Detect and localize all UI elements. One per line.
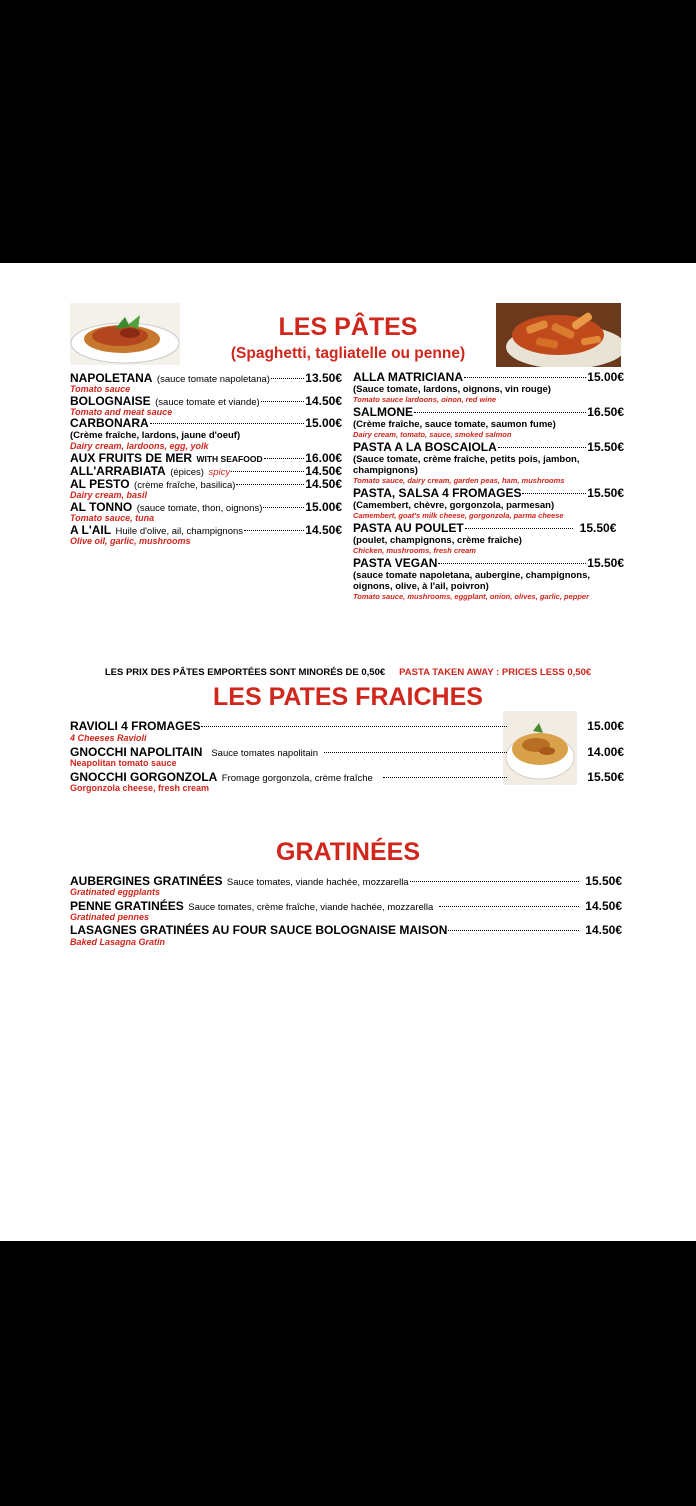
menu-item [70, 770, 624, 793]
item-name: GNOCCHI GORGONZOLA [70, 770, 218, 784]
menu-item [70, 720, 624, 743]
item-name: BOLOGNAISE [70, 394, 151, 408]
item-desc: (crème fraîche, basilica) [134, 480, 236, 491]
item-extra: (Sauce tomate, crème fraîche, petits pois, jambon, champignons) [353, 454, 580, 476]
item-spicy: spicy [208, 467, 231, 478]
item-price: 14.00€ [587, 745, 624, 759]
item-english: Gratinated eggplants [70, 887, 161, 897]
item-price: 14.50€ [305, 394, 342, 408]
item-price: 14.50€ [305, 464, 342, 478]
item-name: AUBERGINES GRATINÉES [70, 874, 223, 888]
menu-item [353, 487, 624, 520]
item-desc: (sauce tomate napoletana) [156, 374, 270, 385]
takeaway-note-en: PASTA TAKEN AWAY : PRICES LESS 0,50€ [399, 667, 592, 678]
item-price: 15.50€ [587, 486, 624, 500]
item-extra: (Camembert, chèvre, gorgonzola, parmesan) [353, 500, 555, 511]
item-price: 13.50€ [305, 371, 342, 385]
item-desc: (épices) [170, 467, 204, 478]
item-name: PASTA VEGAN [353, 556, 438, 570]
item-desc: Fromage gorgonzola, crème fraîche [221, 773, 373, 784]
menu-item [70, 500, 342, 523]
pates-left-column [70, 371, 342, 546]
item-extra: (Sauce tomate, lardons, oignons, vin rouge) [353, 384, 551, 395]
item-name: SALMONE [353, 405, 413, 419]
item-price: 15.50€ [587, 440, 624, 454]
item-english: Baked Lasagna Gratin [70, 937, 166, 947]
item-english: Tomato sauce lardoons, oinon, red wine [353, 395, 497, 404]
item-price: 15.50€ [587, 556, 624, 570]
menu-item [70, 745, 624, 768]
item-price: 15.00€ [587, 370, 624, 384]
takeaway-note [0, 667, 696, 678]
menu-item [70, 477, 342, 500]
item-name: CARBONARA [70, 416, 149, 430]
item-desc: (sauce tomate et viande) [155, 397, 260, 408]
item-price: 15.00€ [305, 500, 342, 514]
item-extra: (Crème fraîche, sauce tomate, saumon fume) [353, 419, 556, 430]
item-extra: (Crème fraîche, lardons, jaune d'oeuf) [70, 430, 241, 441]
item-price: 15.50€ [585, 874, 622, 888]
menu-item [70, 874, 622, 897]
gratinees-list [70, 874, 622, 947]
item-desc: Huile d'olive, ail, champignons [115, 526, 244, 537]
menu-item [70, 417, 342, 451]
item-english: Dairy cream, lardoons, egg, yolk [70, 441, 209, 451]
menu-item [353, 441, 624, 485]
item-english: Chicken, mushrooms, fresh cream [353, 546, 476, 555]
menu-item [353, 557, 624, 601]
item-price: 14.50€ [585, 923, 622, 937]
item-english: Tomato sauce, mushrooms, eggplant, onion, olives, garlic, pepper [353, 592, 590, 601]
takeaway-note-fr: LES PRIX DES PÂTES EMPORTÉES SONT MINORÉS DE 0,50€ [104, 667, 386, 678]
item-desc: (sauce tomate, thon, oignons) [136, 503, 263, 514]
item-name: PASTA A LA BOSCAIOLA [353, 440, 497, 454]
menu-page [0, 263, 696, 1241]
item-english: Gratinated pennes [70, 912, 150, 922]
item-name: A L'AIL [70, 523, 112, 537]
section-title-fraiches: LES PATES FRAICHES [213, 683, 483, 711]
item-price: 16.00€ [305, 451, 342, 465]
item-english: Tomato and meat sauce [70, 407, 173, 417]
item-desc: Sauce tomates, crème fraîche, viande hachée, mozzarella [188, 902, 434, 913]
item-price: 15.50€ [587, 770, 624, 784]
item-name: AL PESTO [70, 477, 130, 491]
item-english: Dairy cream, tomato, sauce, smoked salmon [353, 430, 512, 439]
item-name: AL TONNO [70, 500, 133, 514]
item-name: AUX FRUITS DE MER [70, 451, 193, 465]
item-name: LASAGNES GRATINÉES AU FOUR SAUCE BOLOGNAISE MAISON [70, 923, 448, 937]
item-desc: Sauce tomates, viande hachée, mozzarella [226, 877, 409, 888]
section-title-pates: LES PÂTES [278, 313, 418, 341]
menu-item [70, 899, 622, 922]
item-name: PENNE GRATINÉES [70, 899, 184, 913]
item-price: 14.50€ [305, 523, 342, 537]
item-english: Olive oil, garlic, mushrooms [70, 536, 191, 546]
item-english: Tomato sauce, tuna [70, 513, 155, 523]
item-price: 14.50€ [585, 899, 622, 913]
item-desc: Sauce tomates napolitain [211, 748, 319, 759]
item-name: NAPOLETANA [70, 371, 153, 385]
menu-item [70, 464, 342, 477]
item-name: PASTA AU POULET [353, 521, 464, 535]
item-english: 4 Cheeses Ravioli [70, 733, 147, 743]
section-title-gratinees: GRATINÉES [276, 838, 420, 866]
section-subtitle-pates: (Spaghetti, tagliatelle ou penne) [230, 345, 466, 362]
item-name: ALL'ARRABIATA [70, 464, 166, 478]
item-english: Dairy cream, basil [70, 490, 148, 500]
item-price: 14.50€ [305, 477, 342, 491]
item-english: Tomato sauce, dairy cream, garden peas, ham, mushrooms [353, 476, 565, 485]
item-name: PASTA, SALSA 4 FROMAGES [353, 486, 522, 500]
pates-right-column [353, 371, 624, 601]
item-name: RAVIOLI 4 FROMAGES [70, 719, 201, 733]
item-english: Neapolitan tomato sauce [70, 758, 177, 768]
item-price: 15.00€ [587, 719, 624, 733]
menu-item [353, 371, 624, 404]
menu-item [70, 394, 342, 417]
menu-item [70, 924, 622, 947]
item-desc: WITH SEAFOOD [196, 454, 263, 464]
item-name: GNOCCHI NAPOLITAIN [70, 745, 203, 759]
spaghetti-photo [70, 303, 180, 365]
menu-item [70, 371, 342, 394]
menu-item [353, 406, 624, 439]
item-extra: (sauce tomate napoletana, aubergine, champignons, oignons, olive, à l'ail, poivron) [353, 570, 591, 592]
item-extra: (poulet, champignons, crème fraîche) [353, 535, 522, 546]
item-price: 15.50€ [579, 521, 617, 535]
menu-item [70, 523, 342, 546]
item-english: Gorgonzola cheese, fresh cream [70, 783, 210, 793]
item-english: Camembert, goat's milk cheese, gorgonzola, parma cheese [353, 511, 564, 520]
item-price: 15.00€ [305, 416, 342, 430]
menu-item [353, 522, 624, 555]
item-price: 16.50€ [587, 405, 624, 419]
item-name: ALLA MATRICIANA [353, 370, 463, 384]
item-english: Tomato sauce [70, 384, 131, 394]
fraiches-list [70, 720, 624, 793]
